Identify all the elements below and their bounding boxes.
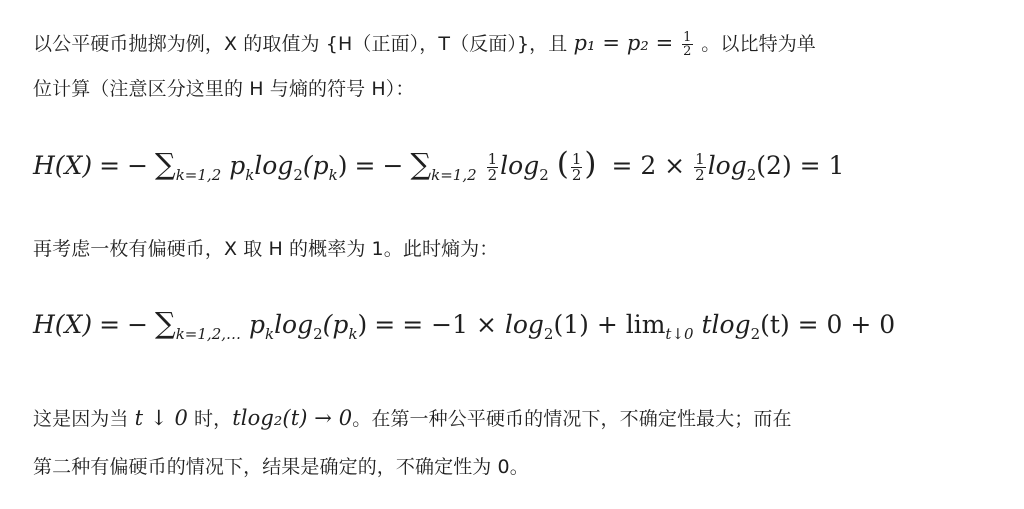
inline-tlog-limit: tlog₂(t) → 0 xyxy=(232,406,353,430)
eq1-tail-log: log xyxy=(707,151,747,180)
eq2-log1: (1) + xyxy=(553,310,626,339)
eq2-log-base: 2 xyxy=(313,325,323,343)
eq1-p: p xyxy=(229,151,246,180)
eq1-frac-b-den: 2 xyxy=(571,166,582,184)
eq1-frac-c-den: 2 xyxy=(695,166,705,184)
paragraph-biased-coin: 再考虑一枚有偏硬币，X 取 H 的概率为 1。此时熵为： xyxy=(33,238,499,260)
eq2-lim-sub: t↓0 xyxy=(665,325,694,343)
eq2-lim: lim xyxy=(625,310,666,339)
eq1-tail-arg: (2) = 1 xyxy=(756,151,845,180)
fraction-numerator: 1 xyxy=(683,30,692,45)
paragraph-conclusion-line-1 xyxy=(33,395,792,442)
eq2-tail-arg: (t) = 0 + 0 xyxy=(760,310,896,339)
eq2-p: p xyxy=(248,310,265,339)
fraction-denominator: 2 xyxy=(683,44,692,59)
conclusion-text-c: 。在第一种公平硬币的情况下，不确定性最大；而在 xyxy=(352,408,792,430)
conclusion-text-a: 这是因为当 xyxy=(33,408,129,430)
eq1-sum-subscript: k=1,2 xyxy=(175,166,222,184)
eq2-mid: = −1 × xyxy=(402,310,505,339)
eq2-arg-sub: k xyxy=(348,325,358,343)
equation-fair-coin: H(X) = − $\sum_{k=1,2}$ $p_k\log_2(p_k)$ = − $\sum_{k=1,2}$ $\frac{1}{2}$ $\log_2$ ( $\frac{1}{2}$ ) = 2 × $\frac{1}{2}$ $\log_2(2) = 1$ xyxy=(33,146,845,184)
equation-biased-coin: H(X) = − $\sum_{k=1,2,\dots}$ $p_k\log_2(p_k)$ = = $-1 \times \log_2(1) + \lim_{t↓0} tlog_2(t) = 0 + 0$ xyxy=(33,306,896,343)
paragraph-intro-line-1 xyxy=(33,20,816,67)
eq1-arg: (p xyxy=(302,151,329,180)
eq1-frac-c xyxy=(694,152,706,183)
eq1-frac-b xyxy=(571,152,583,183)
inline-probabilities-text: p₁ = p₂ = xyxy=(573,31,674,55)
eq1-frac-a xyxy=(487,152,499,183)
eq1-mid: = 2 × xyxy=(611,151,686,180)
intro-text-a: 以公平硬币抛掷为例，X 的取值为 {H（正面），T（反面）}，且 xyxy=(33,33,568,55)
eq1-frac-b-num: 1 xyxy=(571,150,582,168)
eq1-p-sub: k xyxy=(245,166,255,184)
eq2-lhs: H(X) xyxy=(33,310,93,339)
eq2-sum-subscript: k=1,2,… xyxy=(175,325,241,343)
inline-t-limit: t ↓ 0 xyxy=(134,406,188,430)
eq1-frac-c-num: 1 xyxy=(695,150,705,168)
conclusion-text-b: 时， xyxy=(194,408,233,430)
sum-symbol: ∑ xyxy=(155,147,176,181)
eq1-log: log xyxy=(254,151,294,180)
eq1-lhs: H(X) xyxy=(33,151,93,180)
intro-text-b: 。以比特为单 xyxy=(701,33,816,55)
eq1-arg-sub: k xyxy=(328,166,338,184)
paragraph-intro-line-2: 位计算（注意区分这里的 H 与熵的符号 H）： xyxy=(33,78,415,100)
eq1-arg-close: ) xyxy=(337,151,348,180)
inline-probabilities xyxy=(573,30,702,59)
eq1-sum2-subscript: k=1,2 xyxy=(431,166,477,184)
eq2-tail: tlog xyxy=(693,310,751,339)
eq1-frac-a-den: 2 xyxy=(487,166,498,184)
paragraph-conclusion-line-2: 第二种有偏硬币的情况下，结果是确定的，不确定性为 0。 xyxy=(33,456,529,478)
inline-fraction xyxy=(682,31,692,58)
eq1-frac-a-num: 1 xyxy=(487,150,498,168)
eq2-p-sub: k xyxy=(264,325,275,343)
eq1-log-base: 2 xyxy=(293,166,303,184)
